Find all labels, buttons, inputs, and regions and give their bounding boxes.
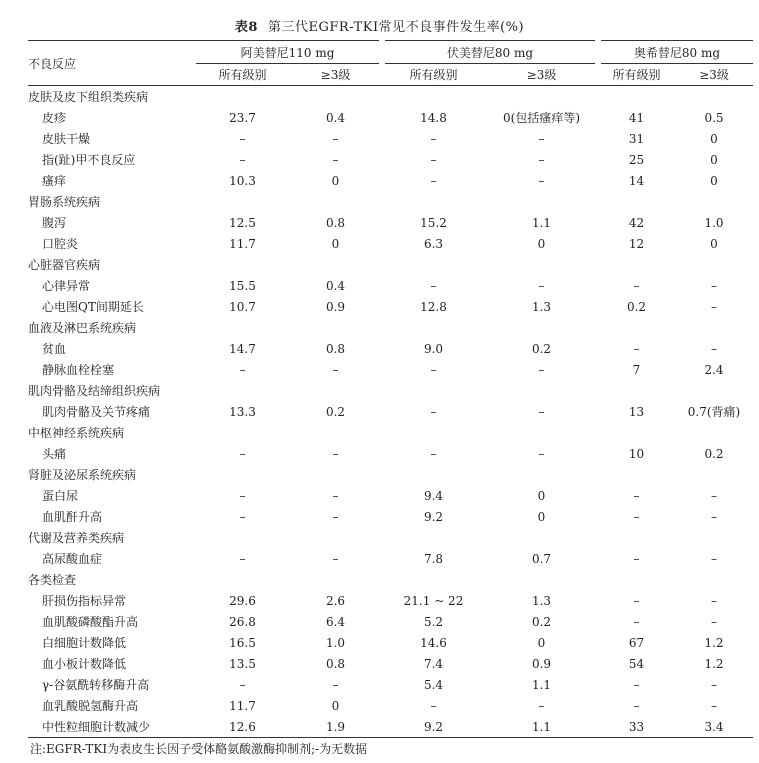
rate-cell: – bbox=[430, 131, 437, 146]
table-row bbox=[28, 506, 753, 527]
category-row bbox=[28, 569, 753, 590]
table-row bbox=[28, 128, 753, 149]
adverse-event-label: 皮肤干燥 bbox=[42, 132, 91, 146]
rate-cell: 13.3 bbox=[229, 404, 256, 419]
rate-cell: 9.4 bbox=[423, 488, 444, 503]
row-header-label: 不良反应 bbox=[28, 41, 196, 86]
adverse-event-label: 头痛 bbox=[42, 447, 67, 461]
rate-cell: – bbox=[332, 131, 339, 146]
table-row bbox=[28, 233, 753, 254]
rate-cell: 14.8 bbox=[420, 110, 447, 125]
table-row bbox=[28, 401, 753, 422]
adverse-event-label: 白细胞计数降低 bbox=[42, 636, 127, 650]
table-row bbox=[28, 275, 753, 296]
table-row bbox=[28, 212, 753, 233]
table-body bbox=[28, 86, 753, 738]
adverse-event-label: 肌肉骨骼及关节疼痛 bbox=[42, 405, 151, 419]
rate-cell: 0.5 bbox=[704, 110, 724, 125]
adverse-event-label: 血肌酸磷酸酯升高 bbox=[42, 615, 139, 629]
rate-cell: – bbox=[332, 509, 339, 524]
adverse-event-label: 中性粒细胞计数减少 bbox=[28, 716, 196, 738]
rate-cell: 54 bbox=[628, 656, 645, 671]
rate-cell: 1.1 bbox=[531, 677, 552, 692]
rate-cell: 15.5 bbox=[229, 278, 256, 293]
rate-cell: 67 bbox=[628, 635, 645, 650]
table-row bbox=[28, 653, 753, 674]
rate-cell: – bbox=[538, 131, 545, 146]
adverse-event-label: 腹泻 bbox=[42, 216, 67, 230]
rate-cell: 0 bbox=[710, 131, 718, 146]
rate-cell: – bbox=[538, 152, 545, 167]
rate-cell: 0.7(背痛) bbox=[687, 405, 741, 419]
table-row bbox=[28, 611, 753, 632]
rate-cell: – bbox=[633, 698, 640, 713]
rate-cell: – bbox=[711, 698, 717, 713]
rate-cell: 0.8 bbox=[325, 341, 346, 356]
rate-cell: 10.3 bbox=[229, 173, 256, 188]
rate-cell: 14 bbox=[628, 173, 645, 188]
rate-cell: 0.2 bbox=[325, 404, 346, 419]
rate-cell: 15.2 bbox=[420, 215, 447, 230]
rate-cell: 0.2 bbox=[531, 341, 552, 356]
adverse-event-label: 皮疹 bbox=[42, 111, 67, 125]
rate-cell: 0.2 bbox=[626, 299, 647, 314]
rate-cell: – bbox=[332, 446, 339, 461]
rate-cell: – bbox=[538, 362, 545, 377]
rate-cell: – bbox=[633, 488, 640, 503]
rate-cell: – bbox=[239, 677, 246, 692]
rate-cell: – bbox=[430, 446, 437, 461]
rate-cell: – bbox=[711, 677, 717, 692]
rate-cell: – bbox=[633, 593, 640, 608]
rate-cell: 16.5 bbox=[229, 635, 256, 650]
subheader-grade3: ≥3级 bbox=[675, 64, 753, 86]
category-label: 心脏器官疾病 bbox=[28, 258, 101, 272]
category-row bbox=[28, 527, 753, 548]
rate-cell: – bbox=[430, 698, 437, 713]
category-row bbox=[28, 422, 753, 443]
table-row bbox=[28, 548, 753, 569]
table-row bbox=[28, 359, 753, 380]
table-row bbox=[28, 443, 753, 464]
category-label: 皮肤及皮下组织类疾病 bbox=[28, 90, 149, 104]
rate-cell: – bbox=[711, 341, 717, 356]
rate-cell: – bbox=[633, 614, 640, 629]
rate-cell: 25 bbox=[628, 152, 645, 167]
category-row bbox=[28, 191, 753, 212]
rate-cell: – bbox=[633, 509, 640, 524]
rate-cell: – bbox=[332, 362, 339, 377]
rate-cell: 1.3 bbox=[531, 299, 552, 314]
rate-cell: 13 bbox=[628, 404, 645, 419]
rate-cell: – bbox=[538, 278, 545, 293]
rate-cell: 1.2 bbox=[704, 656, 724, 671]
rate-cell: 0 bbox=[537, 236, 546, 251]
adverse-event-label: 心电图QT间期延长 bbox=[42, 300, 144, 314]
category-label: 中枢神经系统疾病 bbox=[28, 426, 125, 440]
rate-cell: 0 bbox=[710, 152, 718, 167]
adverse-events-table bbox=[28, 40, 753, 738]
rate-cell: – bbox=[332, 488, 339, 503]
adverse-event-label: 指(趾)甲不良反应 bbox=[42, 153, 136, 167]
adverse-event-label: 静脉血栓栓塞 bbox=[42, 363, 115, 377]
rate-cell: 7.8 bbox=[423, 551, 444, 566]
rate-cell: 0.4 bbox=[325, 110, 346, 125]
rate-cell: – bbox=[711, 551, 717, 566]
adverse-event-label: 血乳酸脱氢酶升高 bbox=[42, 699, 139, 713]
rate-cell: 0.2 bbox=[531, 614, 552, 629]
rate-cell: – bbox=[332, 152, 339, 167]
adverse-event-label: 瘙痒 bbox=[42, 174, 67, 188]
rate-cell: 0.2 bbox=[704, 446, 724, 461]
table-number: 表8 bbox=[234, 20, 258, 35]
rate-cell: 12 bbox=[628, 236, 645, 251]
rate-cell: 10.7 bbox=[229, 299, 256, 314]
rate-cell: 42 bbox=[628, 215, 645, 230]
rate-cell: 5.4 bbox=[423, 677, 444, 692]
category-label: 代谢及营养类疾病 bbox=[28, 531, 125, 545]
rate-cell: 0 bbox=[537, 635, 546, 650]
rate-cell: 11.7 bbox=[229, 698, 256, 713]
rate-cell: 2.4 bbox=[704, 362, 724, 377]
rate-cell: – bbox=[633, 677, 640, 692]
rate-cell: – bbox=[332, 677, 339, 692]
rate-cell: 1.1 bbox=[485, 716, 598, 738]
adverse-event-label: 肝损伤指标异常 bbox=[42, 594, 127, 608]
table-row bbox=[28, 149, 753, 170]
rate-cell: – bbox=[430, 404, 437, 419]
category-row bbox=[28, 254, 753, 275]
adverse-event-label: 贫血 bbox=[42, 342, 67, 356]
rate-cell: 2.6 bbox=[325, 593, 346, 608]
rate-cell: 41 bbox=[628, 110, 645, 125]
subheader-all-grades: 所有级别 bbox=[196, 64, 289, 86]
rate-cell: – bbox=[239, 446, 246, 461]
rate-cell: 0.9 bbox=[531, 656, 552, 671]
rate-cell: 0 bbox=[710, 173, 718, 188]
table-title bbox=[0, 16, 759, 35]
table-row bbox=[28, 695, 753, 716]
subheader-all-grades: 所有级别 bbox=[382, 64, 485, 86]
category-row bbox=[28, 86, 753, 108]
rate-cell: 1.0 bbox=[325, 635, 346, 650]
rate-cell: 1.0 bbox=[704, 215, 724, 230]
rate-cell: 0 bbox=[537, 509, 546, 524]
table-row bbox=[28, 485, 753, 506]
table-row bbox=[28, 632, 753, 653]
rate-cell: 12.6 bbox=[196, 716, 289, 738]
rate-cell: – bbox=[239, 152, 246, 167]
rate-cell: – bbox=[239, 131, 246, 146]
rate-cell: – bbox=[711, 299, 717, 314]
table-caption: 第三代EGFR-TKI常见不良事件发生率(%) bbox=[267, 20, 525, 35]
table-row bbox=[28, 170, 753, 191]
rate-cell: 12.8 bbox=[420, 299, 447, 314]
table-row bbox=[28, 590, 753, 611]
table-row bbox=[28, 107, 753, 128]
table-row bbox=[28, 296, 753, 317]
rate-cell: – bbox=[538, 173, 545, 188]
adverse-event-label: 血肌酐升高 bbox=[42, 510, 103, 524]
rate-cell: – bbox=[633, 278, 640, 293]
rate-cell: – bbox=[239, 362, 246, 377]
rate-cell: 0 bbox=[331, 698, 340, 713]
rate-cell: 10 bbox=[628, 446, 645, 461]
rate-cell: 14.7 bbox=[229, 341, 256, 356]
rate-cell: 9.2 bbox=[382, 716, 485, 738]
adverse-event-label: 血小板计数降低 bbox=[42, 657, 127, 671]
category-label: 血液及淋巴系统疾病 bbox=[28, 321, 137, 335]
adverse-event-label: γ-谷氨酰转移酶升高 bbox=[42, 678, 150, 692]
category-label: 各类检查 bbox=[28, 573, 77, 587]
rate-cell: 0.8 bbox=[325, 656, 346, 671]
rate-cell: 0.7 bbox=[531, 551, 552, 566]
rate-cell: – bbox=[538, 698, 545, 713]
table-row bbox=[28, 674, 753, 695]
rate-cell: 6.4 bbox=[325, 614, 346, 629]
adverse-event-label: 心律异常 bbox=[42, 279, 91, 293]
rate-cell: 0.4 bbox=[325, 278, 346, 293]
rate-cell: 0 bbox=[537, 488, 546, 503]
rate-cell: – bbox=[239, 509, 246, 524]
rate-cell: 0 bbox=[331, 173, 340, 188]
rate-cell: 9.0 bbox=[423, 341, 444, 356]
rate-cell: 0(包括瘙痒等) bbox=[503, 111, 580, 125]
rate-cell: – bbox=[239, 551, 246, 566]
rate-cell: – bbox=[538, 446, 545, 461]
rate-cell: – bbox=[711, 593, 717, 608]
rate-cell: – bbox=[430, 173, 437, 188]
rate-cell: 0.8 bbox=[325, 215, 346, 230]
rate-cell: 0.9 bbox=[325, 299, 346, 314]
rate-cell: 7 bbox=[632, 362, 641, 377]
rate-cell: 0 bbox=[331, 236, 340, 251]
table-footnote: 注:EGFR-TKI为表皮生长因子受体酪氨酸激酶抑制剂;-为无数据 bbox=[30, 742, 368, 756]
rate-cell: 3.4 bbox=[675, 716, 753, 738]
rate-cell: 14.6 bbox=[420, 635, 447, 650]
rate-cell: – bbox=[711, 614, 717, 629]
category-row bbox=[28, 464, 753, 485]
rate-cell: – bbox=[430, 152, 437, 167]
table-row bbox=[28, 338, 753, 359]
rate-cell: – bbox=[430, 362, 437, 377]
category-label: 肾脏及泌尿系统疾病 bbox=[28, 468, 137, 482]
adverse-event-label: 蛋白尿 bbox=[42, 489, 79, 503]
rate-cell: 9.2 bbox=[423, 509, 444, 524]
drug-header-osimertinib: 奥希替尼80 mg bbox=[598, 41, 753, 64]
category-row bbox=[28, 317, 753, 338]
rate-cell: 6.3 bbox=[423, 236, 444, 251]
rate-cell: 21.1 ~ 22 bbox=[403, 593, 464, 608]
rate-cell: 12.5 bbox=[229, 215, 256, 230]
rate-cell: 11.7 bbox=[229, 236, 256, 251]
drug-header-furmonertinib: 伏美替尼80 mg bbox=[382, 41, 598, 64]
rate-cell: – bbox=[633, 341, 640, 356]
category-label: 肌肉骨骼及结缔组织疾病 bbox=[28, 384, 161, 398]
rate-cell: 31 bbox=[628, 131, 645, 146]
rate-cell: – bbox=[332, 551, 339, 566]
rate-cell: 0 bbox=[710, 236, 718, 251]
subheader-all-grades: 所有级别 bbox=[598, 64, 675, 86]
rate-cell: 1.9 bbox=[289, 716, 382, 738]
rate-cell: 26.8 bbox=[229, 614, 256, 629]
category-label: 胃肠系统疾病 bbox=[28, 195, 101, 209]
rate-cell: 33 bbox=[598, 716, 675, 738]
category-row bbox=[28, 380, 753, 401]
rate-cell: 29.6 bbox=[229, 593, 256, 608]
rate-cell: – bbox=[711, 488, 717, 503]
rate-cell: – bbox=[239, 488, 246, 503]
rate-cell: 23.7 bbox=[229, 110, 256, 125]
rate-cell: 7.4 bbox=[423, 656, 444, 671]
rate-cell: 1.2 bbox=[704, 635, 724, 650]
table-row bbox=[28, 716, 753, 738]
rate-cell: – bbox=[430, 278, 437, 293]
drug-header-almonertinib: 阿美替尼110 mg bbox=[196, 41, 382, 64]
rate-cell: – bbox=[711, 278, 717, 293]
rate-cell: 1.3 bbox=[531, 593, 552, 608]
rate-cell: – bbox=[711, 509, 717, 524]
rate-cell: 5.2 bbox=[423, 614, 444, 629]
rate-cell: 1.1 bbox=[531, 215, 552, 230]
adverse-event-label: 口腔炎 bbox=[42, 237, 79, 251]
rate-cell: 13.5 bbox=[229, 656, 256, 671]
rate-cell: – bbox=[538, 404, 545, 419]
adverse-event-label: 高尿酸血症 bbox=[42, 552, 103, 566]
subheader-grade3: ≥3级 bbox=[289, 64, 382, 86]
subheader-grade3: ≥3级 bbox=[485, 64, 598, 86]
rate-cell: – bbox=[633, 551, 640, 566]
